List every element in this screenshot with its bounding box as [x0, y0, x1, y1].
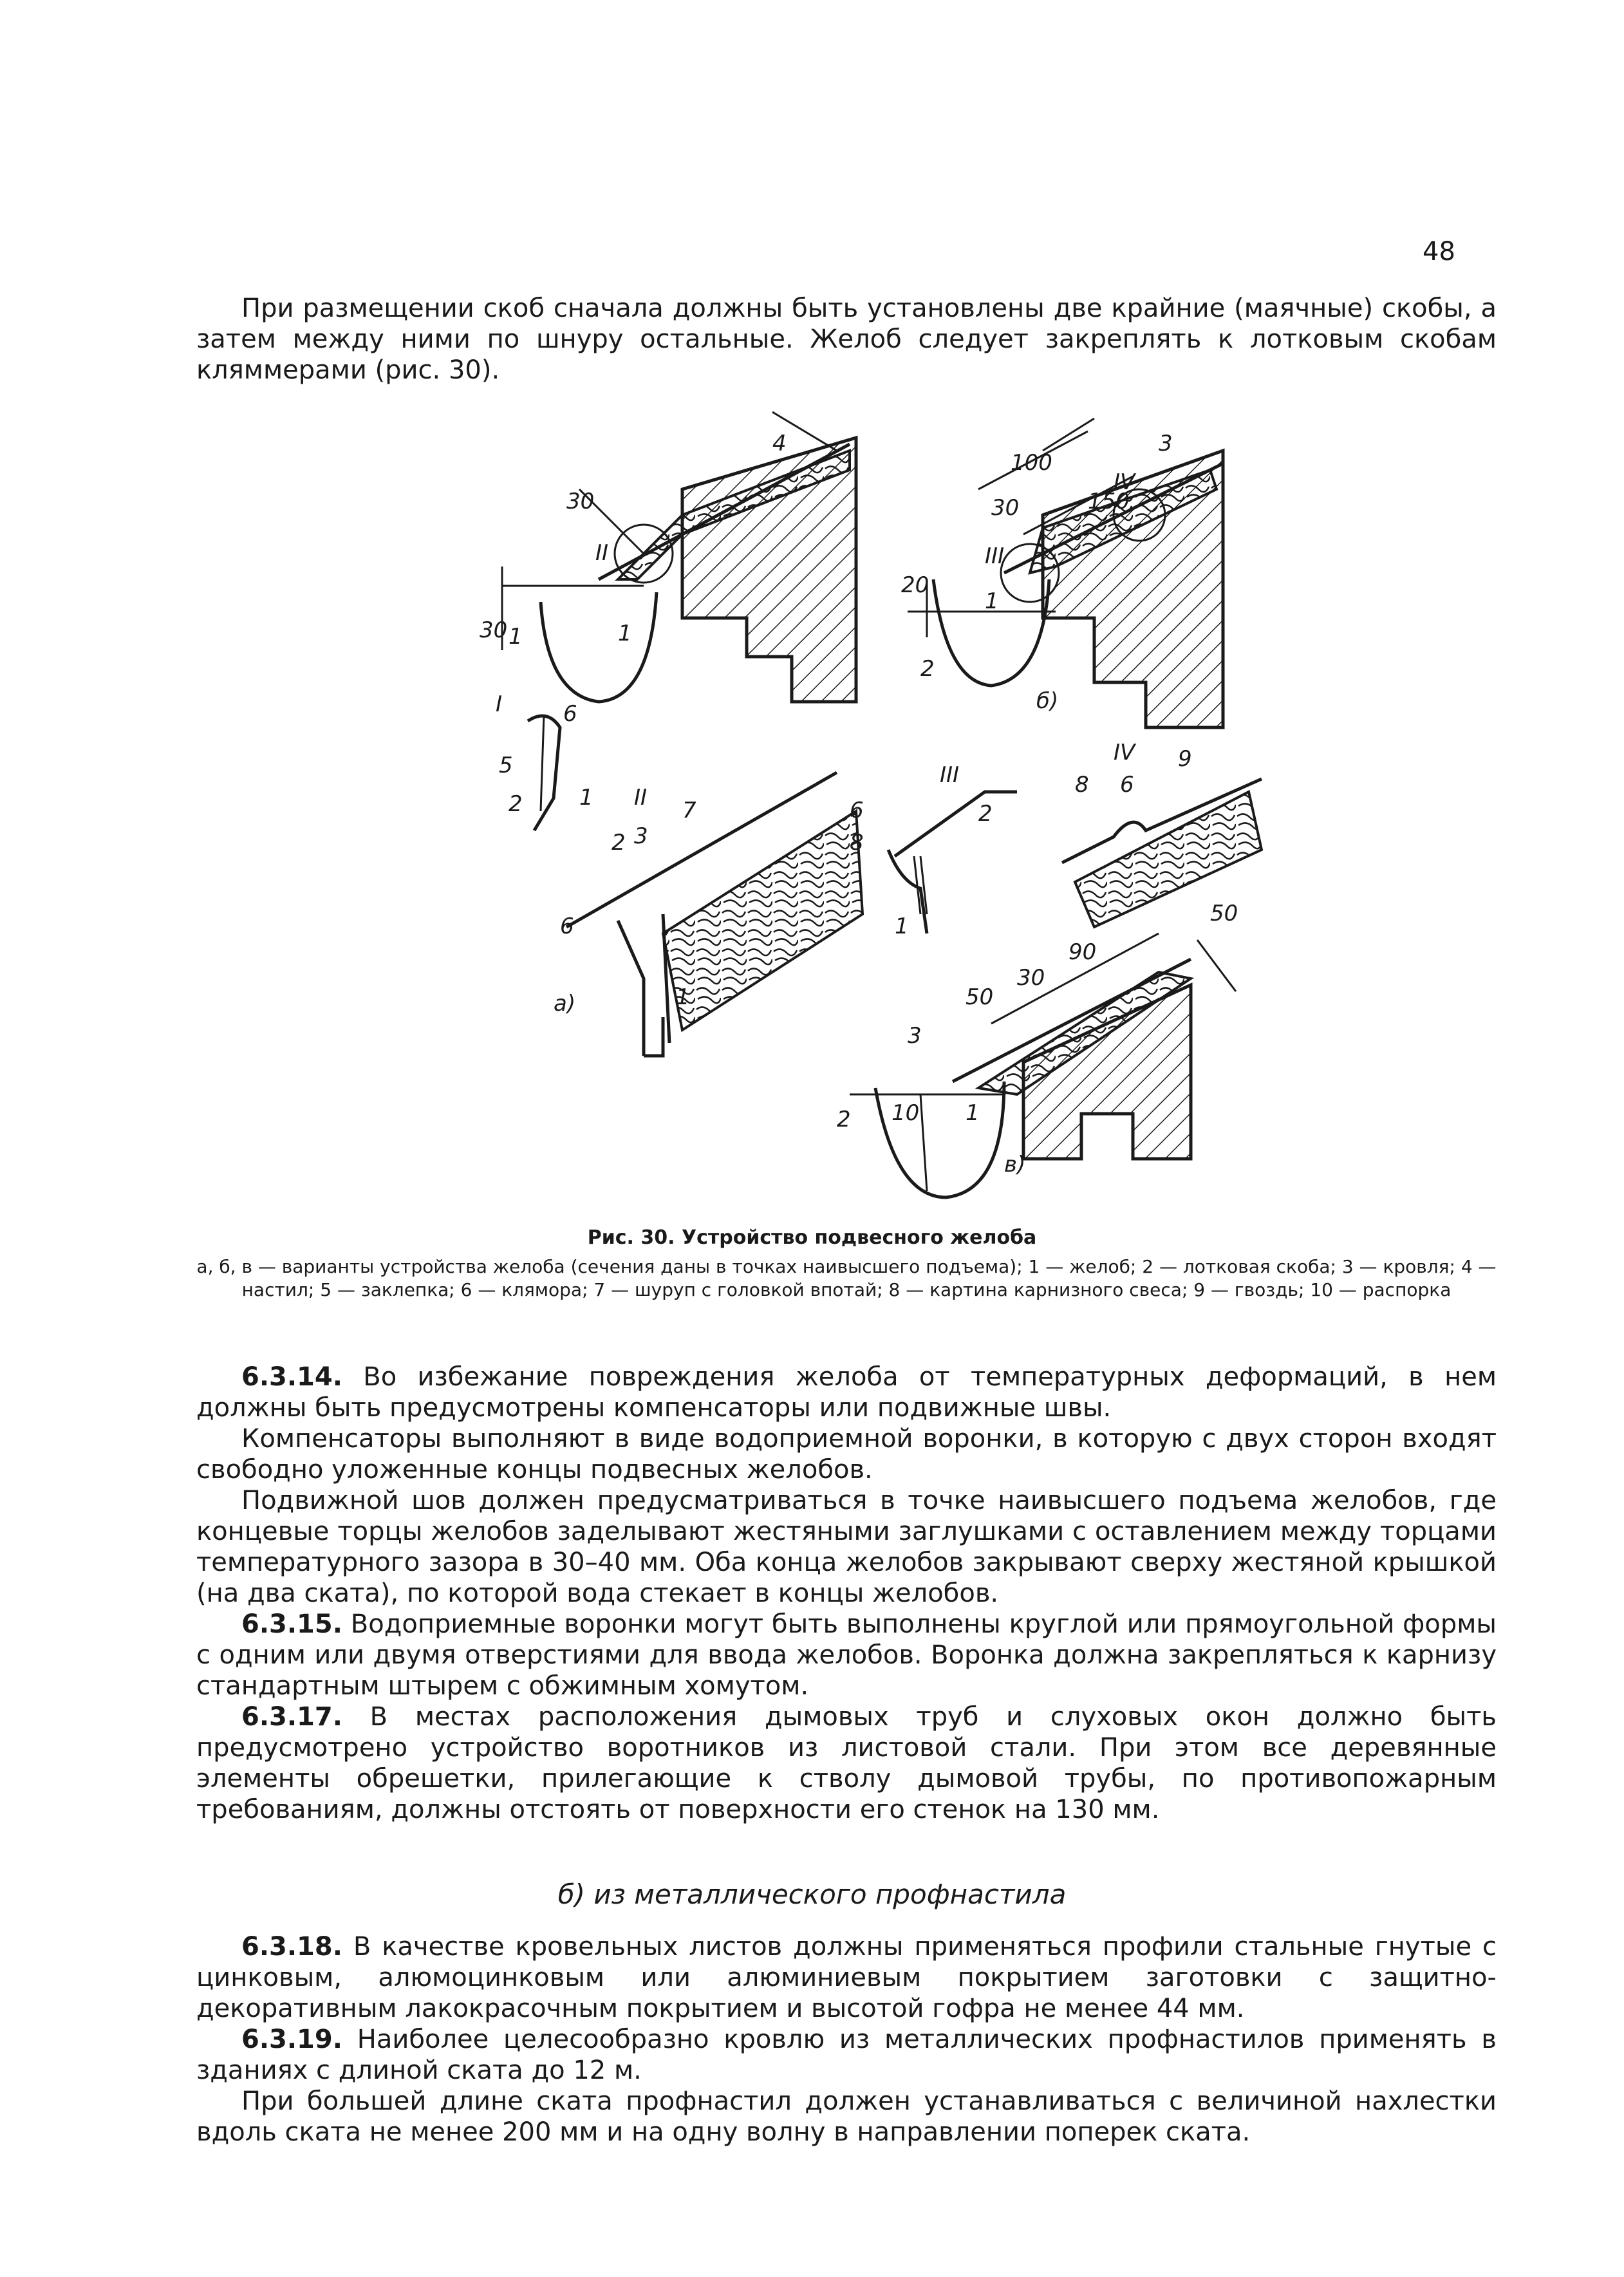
fig-label-1e: 1 — [985, 588, 999, 614]
subheading-profiled-sheet: б) из металлического профнастила — [557, 1879, 1067, 1910]
fig-dim-b4: 20 — [901, 572, 929, 598]
fig-label-3b: 3 — [1159, 431, 1173, 456]
section-text: Наиболее целесообразно кровлю из металлических профнастилов применять в зданиях с длиной ската до 12 м. — [196, 2025, 1497, 2085]
section-6-3-14 — [196, 1362, 1497, 1423]
fig-label-2d: 2 — [978, 801, 993, 827]
fig-label-6a: 6 — [563, 701, 577, 727]
fig-label-4: 4 — [772, 431, 787, 456]
detail-II — [566, 773, 863, 1056]
fig-dim-c1: 50 — [966, 984, 994, 1010]
paragraph-overlap: При большей длине ската профнастил должен устанавливаться с величиной нахлестки вдоль ската не менее 200 мм и на одну волну в направлении поперек ската. — [196, 2086, 1497, 2147]
fig-label-8a: 8 — [850, 830, 864, 856]
fig-label-1c: 1 — [579, 785, 593, 811]
section-6-3-18 — [196, 1931, 1497, 2024]
fig-label-1b: 1 — [618, 621, 632, 646]
fig-dim-a1: 30 — [566, 489, 595, 514]
fig-detail-IV-title: IV — [1114, 740, 1135, 765]
fig-label-7: 7 — [682, 798, 696, 823]
fig-variant-a: а) — [554, 991, 576, 1017]
section-number: 6.3.19. — [241, 2025, 342, 2054]
fig-label-1g: 1 — [966, 1100, 980, 1126]
section-6-3-15 — [196, 1609, 1497, 1701]
figure-caption-title: Рис. 30. Устройство подвесного желоба — [587, 1226, 1037, 1249]
section-number: 6.3.18. — [241, 1932, 342, 1962]
section-text: Водоприемные воронки могут быть выполнены круглой или прямоугольной формы с одним или двумя отверстиями для ввода желобов. Воронка должна закрепляться к карнизу стандартным штырем с обжимным хомутом. — [196, 1609, 1497, 1701]
variant-b-main — [908, 418, 1223, 727]
section-text: Во избежание повреждения желоба от температурных деформаций, в нем должны быть предусмотрены компенсаторы или подвижные швы. — [196, 1362, 1497, 1423]
paragraph-movable-seam: Подвижной шов должен предусматриваться в точке наивысшего подъема желобов, где концевые торцы желобов заделывают жестяными заглушками с оставлением между торцами температурного зазора в 30–40 мм. Оба конца желобов закрывают сверху жестяной крышкой (на два ската), по которой вода стекает в концы желобов. — [196, 1486, 1497, 1608]
fig-label-6b: 6 — [560, 914, 574, 939]
fig-label-3a: 3 — [634, 823, 648, 849]
fig-dim-b3: 30 — [991, 495, 1020, 521]
fig-variant-c: в) — [1004, 1152, 1026, 1177]
text-block-profiled — [196, 1931, 1497, 2148]
fig-dim-a2: 30 — [480, 617, 508, 643]
fig-label-6d: 6 — [1120, 772, 1134, 798]
fig-variant-b: б) — [1036, 688, 1059, 714]
fig-detail-IV-mark: IV — [1114, 469, 1135, 495]
fig-label-10: 10 — [891, 1100, 920, 1126]
fig-label-1a: 1 — [509, 624, 523, 650]
page-number: 48 — [1423, 237, 1455, 267]
paragraph-compensators: Компенсаторы выполняют в виде водоприемной воронки, в которую с двух сторон входят свободно уложенные концы подвесных желобов. — [196, 1424, 1497, 1485]
fig-label-2b: 2 — [611, 830, 626, 856]
fig-label-6c: 6 — [850, 798, 864, 823]
fig-label-2e: 2 — [837, 1107, 851, 1132]
fig-label-2c: 2 — [920, 656, 935, 682]
variant-a-main — [502, 412, 856, 702]
fig-dim-c4: 50 — [1210, 901, 1238, 926]
detail-I — [528, 715, 560, 830]
fig-dim-c3: 90 — [1069, 939, 1097, 965]
fig-dim-b1: 100 — [1011, 450, 1052, 476]
fig-dim-b2: 150 — [1088, 489, 1130, 514]
section-6-3-17 — [196, 1701, 1497, 1825]
fig-label-1d: 1 — [676, 984, 690, 1010]
detail-III — [888, 792, 1017, 933]
fig-label-5: 5 — [499, 753, 513, 778]
fig-label-8b: 8 — [1075, 772, 1089, 798]
fig-label-1f: 1 — [895, 914, 909, 939]
fig-dim-c2: 30 — [1017, 965, 1045, 991]
section-number: 6.3.15. — [241, 1609, 342, 1639]
fig-label-3c: 3 — [908, 1023, 922, 1049]
fig-detail-II-mark: II — [595, 540, 609, 566]
section-number: 6.3.14. — [241, 1362, 342, 1392]
section-number: 6.3.17. — [241, 1702, 342, 1732]
section-6-3-19 — [196, 2024, 1497, 2086]
fig-detail-III-mark: III — [985, 543, 1005, 569]
fig-detail-II-title: II — [634, 785, 648, 811]
section-text: В качестве кровельных листов должны применяться профили стальные гнутые с цинковым, алюмоцинковым или алюминиевым покрытием заготовки с защитно-декоративным лакокрасочным покрытием и высотой гофра не менее 44 мм. — [196, 1932, 1497, 2023]
text-block-gutter — [196, 1362, 1497, 1825]
fig-label-9: 9 — [1178, 746, 1192, 772]
figure-caption-legend: а, б, в — варианты устройства желоба (сечения даны в точках наивысшего подъема); 1 — желоб; 2 — лотковая скоба; 3 — кровля; 4 — настил; 5 — заклепка; 6 — клямора; 7 — шуруп с головкой впотай; 8 — картина карнизного свеса; 9 — гвоздь; 10 — распорка — [196, 1256, 1497, 1300]
fig-label-2a: 2 — [509, 791, 523, 817]
section-text: В местах расположения дымовых труб и слуховых окон должно быть предусмотрено устройство воротников из листовой стали. При этом все деревянные элементы обрешетки, прилегающие к стволу дымовой трубы, по противопожарным требованиям, должны отстоять от поверхности его стенок на 130 мм. — [196, 1702, 1497, 1824]
fig-detail-I-title: I — [496, 691, 503, 717]
intro-text: При размещении скоб сначала должны быть установлены две крайние (маячные) скобы, а затем между ними по шнуру остальные. Желоб следует закреплять к лотковым скобам кляммерами (рис. 30). — [196, 294, 1497, 385]
fig-detail-III-title: III — [940, 762, 960, 788]
